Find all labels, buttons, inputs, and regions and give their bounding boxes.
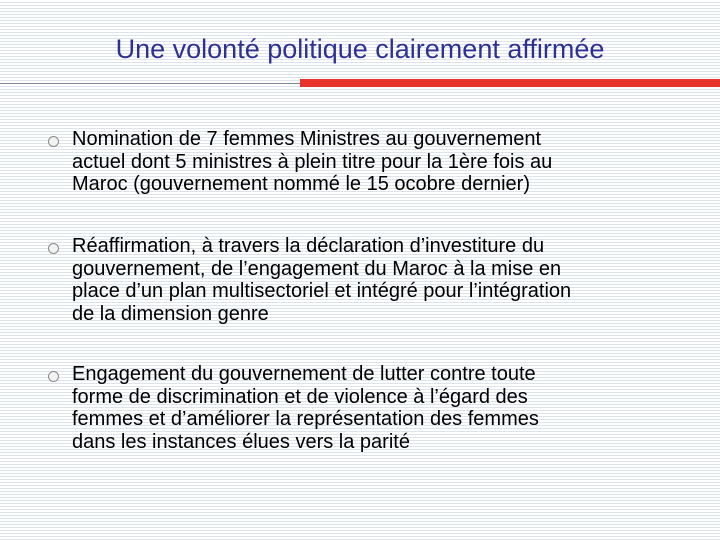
bullet-line: gouvernement, de l’engagement du Maroc à la mise en [72, 257, 562, 280]
bullet-line: Maroc (gouvernement nommé le 15 ocobre dernier) [72, 173, 530, 195]
slide-title: Une volonté politique clairement affirmée [115, 34, 605, 64]
bullet-dot-icon [48, 371, 59, 382]
bullet-line: dans les instances élues vers la parité [72, 430, 410, 453]
bullet-dot-icon [48, 136, 59, 147]
bullet-line: Engagement du gouvernement de lutter contre toute [72, 363, 536, 385]
bullet-text [72, 235, 688, 325]
bullet-text [72, 128, 688, 196]
bullet-line: de la dimension genre [72, 302, 269, 325]
bullet-line: place d’un plan multisectoriel et intégré pour l’intégration [72, 280, 572, 302]
bullet-line: Réaffirmation, à travers la déclaration d’investiture du [72, 235, 545, 257]
bullet-line: forme de discrimination et de violence à l’égard des [72, 385, 528, 408]
bullet-item [48, 363, 688, 453]
bullet-dot-icon [48, 243, 59, 254]
bullet-line: actuel dont 5 ministres à plein titre pour la 1ère fois au [72, 150, 553, 173]
bullet-line: femmes et d’améliorer la représentation des femmes [72, 408, 539, 430]
bullet-item [48, 235, 688, 325]
bullet-item [48, 128, 688, 196]
bullet-line: Nomination de 7 femmes Ministres au gouvernement [72, 128, 542, 150]
bullet-text [72, 363, 688, 453]
